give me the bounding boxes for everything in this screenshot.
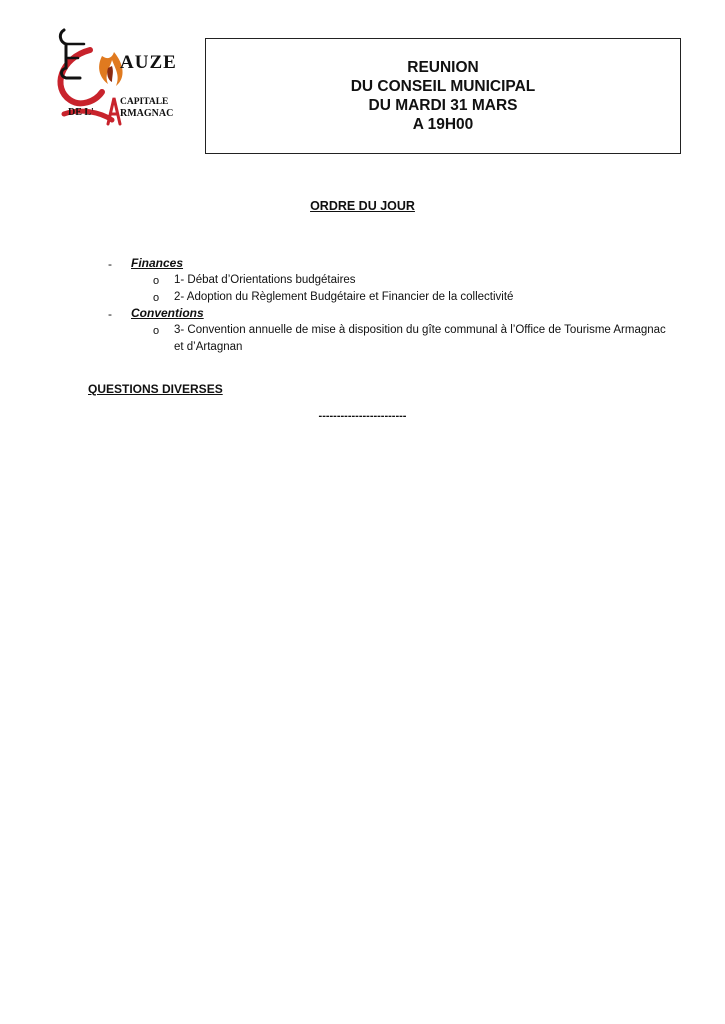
separator-line: ------------------------ bbox=[318, 410, 407, 422]
item-bullet: o bbox=[153, 325, 160, 337]
agenda-item-1: 1- Débat d’Orientations budgétaires bbox=[174, 274, 356, 286]
item-bullet: o bbox=[153, 292, 160, 304]
title-line-3: DU MARDI 31 MARS bbox=[368, 97, 518, 114]
agenda-item-3: 3- Convention annuelle de mise à disposition du gîte communal à l’Office de Tourisme Armagnac et d’Artagnan bbox=[174, 324, 666, 353]
agenda-heading: ORDRE DU JOUR bbox=[310, 199, 415, 213]
title-line-2: DU CONSEIL MUNICIPAL bbox=[350, 78, 536, 95]
logo-de: DE L' bbox=[68, 107, 94, 118]
logo-armagnac: RMAGNAC bbox=[120, 108, 174, 119]
agenda-item-2: 2- Adoption du Règlement Budgétaire et Financier de la collectivité bbox=[174, 291, 514, 303]
title-line-1: REUNION bbox=[407, 59, 479, 76]
logo-town-name: AUZE bbox=[120, 52, 177, 73]
logo-capitale: CAPITALE bbox=[120, 97, 169, 107]
section-title-conventions: Conventions bbox=[131, 306, 204, 320]
town-logo bbox=[50, 28, 177, 128]
meeting-title-box bbox=[205, 38, 681, 154]
questions-diverses-heading: QUESTIONS DIVERSES bbox=[88, 382, 223, 396]
title-line-4: A 19H00 bbox=[412, 116, 474, 133]
section-dash: - bbox=[108, 307, 112, 321]
section-dash: - bbox=[108, 257, 112, 271]
section-title-finances: Finances bbox=[131, 256, 184, 270]
item-bullet: o bbox=[153, 275, 160, 287]
